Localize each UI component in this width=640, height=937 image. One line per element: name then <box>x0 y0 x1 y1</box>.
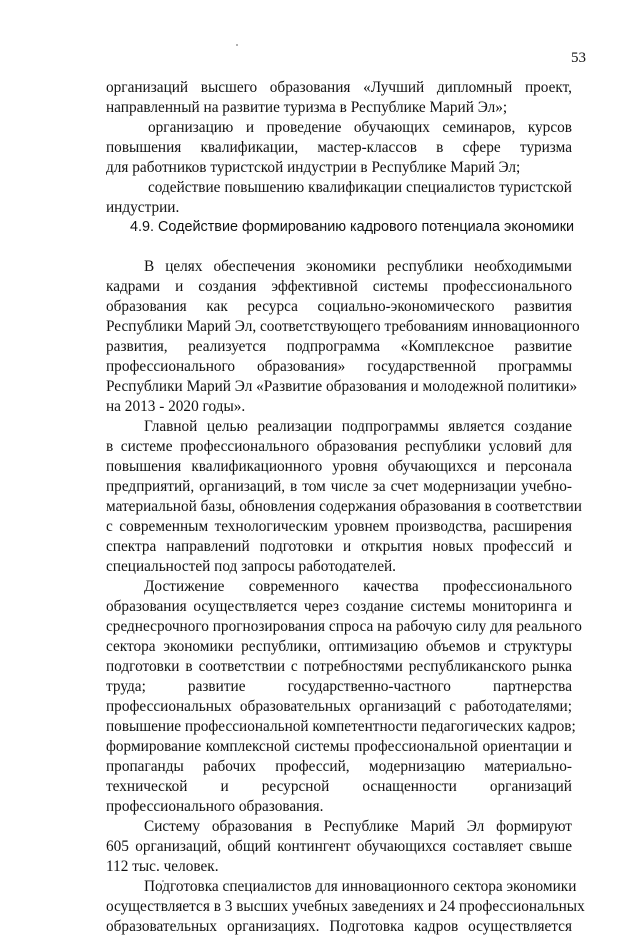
text-line: кадрами и создания эффективной системы профессионального <box>106 278 572 295</box>
text-line: 112 тыс. человек. <box>106 858 219 875</box>
text-line: направленный на развитие туризма в Республике Марий Эл»; <box>106 99 508 116</box>
text-line: образования осуществляется через создание системы мониторинга и <box>106 598 572 615</box>
text-line: формирование комплексной системы профессиональной ориентации и <box>106 738 572 755</box>
scan-speck <box>236 44 238 46</box>
text-line: подготовки в соответствии с потребностями республиканского рынка <box>106 658 572 675</box>
text-line: повышения квалификации, мастер-классов в сфере туризма <box>106 139 572 156</box>
text-line: организацию и проведение обучающих семинаров, курсов <box>148 119 572 136</box>
text-line: профессионального образования. <box>106 798 324 815</box>
section-heading: 4.9. Содействие формированию кадрового потенциала экономики <box>130 219 575 235</box>
text-line: Достижение современного качества профессионального <box>144 578 572 595</box>
text-line: среднесрочного прогнозирования спроса на рабочую силу для реального <box>106 618 582 635</box>
text-line: содействие повышению квалификации специалистов туристской <box>148 179 572 196</box>
text-line: труда; развитие государственно-частного партнерства <box>106 678 572 695</box>
text-line: сектора экономики республики, оптимизацию объемов и структуры <box>106 638 572 655</box>
text-line: пропаганды рабочих профессий, модернизацию материально- <box>106 758 572 775</box>
text-line: предприятий, организаций, в том числе за счет модернизации учебно- <box>106 478 572 495</box>
text-line: повышение профессиональной компетентности педагогических кадров; <box>106 718 576 735</box>
text-line: материальной базы, обновления содержания образования в соответствии <box>106 498 582 515</box>
text-line: организаций высшего образования «Лучший дипломный проект, <box>106 79 572 96</box>
text-line: Подготовка специалистов для инновационного сектора экономики <box>144 878 577 895</box>
text-line: в системе профессионального образования республики условий для <box>106 438 572 455</box>
text-line: с современным технологическим уровнем производства, расширения <box>106 518 572 535</box>
text-line: профессиональных образовательных организаций с работодателями; <box>106 698 572 715</box>
text-line: на 2013 - 2020 годы». <box>106 398 246 415</box>
text-line: образовательных организациях. Подготовка кадров осуществляется <box>106 918 572 935</box>
body-text <box>106 257 585 937</box>
text-line: осуществляется в 3 высших учебных заведениях и 24 профессиональных <box>106 898 585 915</box>
page-number: 53 <box>571 50 586 66</box>
text-line: спектра направлений подготовки и открытия новых профессий и <box>106 538 572 555</box>
text-line: Республики Марий Эл «Развитие образования и молодежной политики» <box>106 378 578 395</box>
text-line: профессионального образования» государственной программы <box>106 358 572 375</box>
text-line: индустрии. <box>106 199 180 216</box>
text-line: 605 организаций, общий контингент обучающихся составляет свыше <box>106 838 572 855</box>
text-line: для работников туристской индустрии в Республике Марий Эл; <box>106 159 521 176</box>
text-line: развития, реализуется подпрограмма «Комплексное развитие <box>106 338 572 355</box>
text-line: Республики Марий Эл, соответствующего требованиям инновационного <box>106 318 580 335</box>
text-line: образования как ресурса социально-экономического развития <box>106 298 572 315</box>
text-line: технической и ресурсной оснащенности организаций <box>106 778 572 795</box>
text-line: В целях обеспечения экономики республики необходимыми <box>144 258 572 275</box>
text-line: Систему образования в Республике Марий Эл формируют <box>144 818 572 835</box>
text-line: повышения квалификационного уровня обучающихся и персонала <box>106 458 572 475</box>
top-paragraphs <box>106 78 572 218</box>
text-line: Главной целью реализации подпрограммы является создание <box>144 418 572 435</box>
text-line: специальностей под запросы работодателей. <box>106 558 396 575</box>
